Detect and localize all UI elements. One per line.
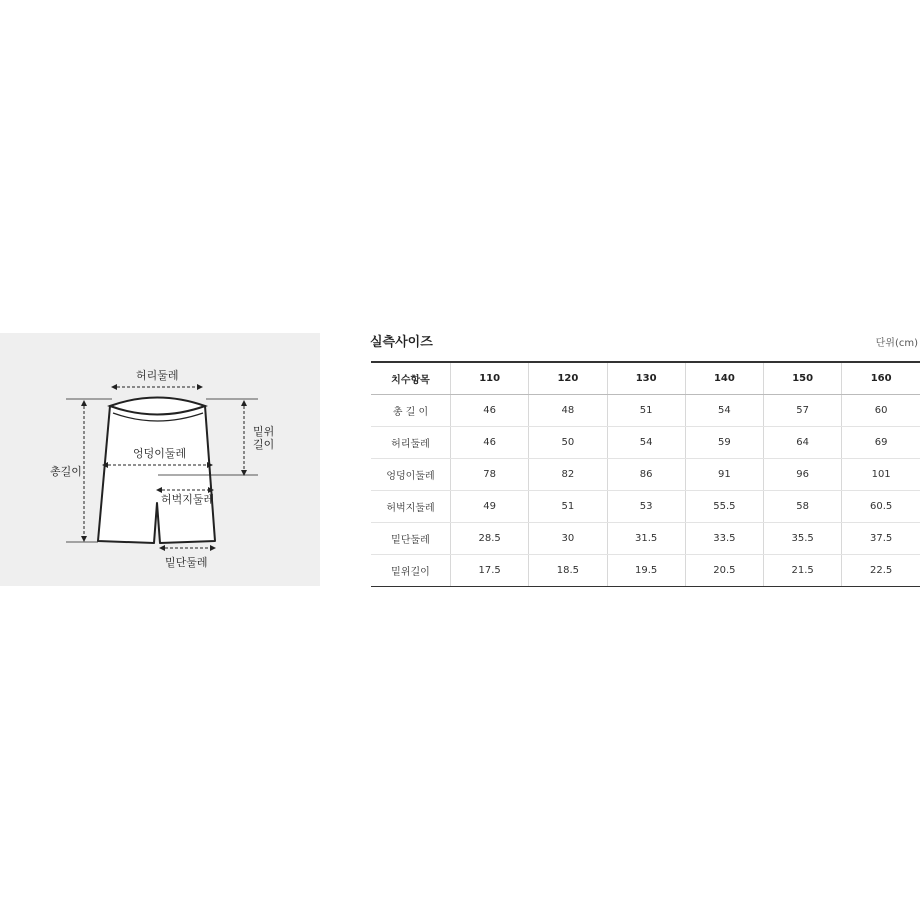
- table-cell: 17.5: [451, 555, 529, 587]
- table-cell: 50: [529, 427, 607, 459]
- table-cell: 37.5: [842, 523, 920, 555]
- table-cell: 49: [451, 491, 529, 523]
- row-label: 밑위길이: [371, 555, 451, 587]
- table-header-row: [371, 362, 920, 395]
- header-cell: 120: [529, 362, 607, 395]
- table-cell: 101: [842, 459, 920, 491]
- table-cell: 21.5: [764, 555, 842, 587]
- table-cell: 33.5: [685, 523, 763, 555]
- table-cell: 60.5: [842, 491, 920, 523]
- table-cell: 59: [685, 427, 763, 459]
- size-table: [371, 361, 920, 587]
- header-cell: 110: [451, 362, 529, 395]
- table-cell: 31.5: [607, 523, 685, 555]
- table-row: [371, 395, 920, 427]
- rise-label-line1: 밑위: [253, 425, 275, 438]
- table-cell: 57: [764, 395, 842, 427]
- hem-label: 밑단둘레: [165, 556, 208, 569]
- row-label: 밑단둘레: [371, 523, 451, 555]
- table-cell: 55.5: [685, 491, 763, 523]
- shorts-outline: [98, 406, 215, 543]
- table-cell: 35.5: [764, 523, 842, 555]
- table-row: [371, 555, 920, 587]
- waist-label: 허리둘레: [136, 369, 179, 382]
- unit-label: 단위(cm): [875, 338, 918, 349]
- table-row: [371, 459, 920, 491]
- row-label: 허리둘레: [371, 427, 451, 459]
- row-label: 총 길 이: [371, 395, 451, 427]
- rise-label-line2: 길이: [253, 438, 275, 451]
- table-cell: 46: [451, 427, 529, 459]
- table-row: [371, 491, 920, 523]
- table-cell: 86: [607, 459, 685, 491]
- table-row: [371, 523, 920, 555]
- thigh-label: 허벅지둘레: [161, 493, 215, 506]
- table-cell: 19.5: [607, 555, 685, 587]
- table-cell: 30: [529, 523, 607, 555]
- table-cell: 91: [685, 459, 763, 491]
- table-cell: 82: [529, 459, 607, 491]
- table-cell: 54: [607, 427, 685, 459]
- table-cell: 53: [607, 491, 685, 523]
- row-label: 엉덩이둘레: [371, 459, 451, 491]
- table-cell: 60: [842, 395, 920, 427]
- table-cell: 54: [685, 395, 763, 427]
- header-cell: 150: [764, 362, 842, 395]
- header-cell: 160: [842, 362, 920, 395]
- table-cell: 22.5: [842, 555, 920, 587]
- table-cell: 20.5: [685, 555, 763, 587]
- total-length-label: 총길이: [50, 465, 82, 478]
- hip-label: 엉덩이둘레: [133, 447, 187, 460]
- table-cell: 51: [607, 395, 685, 427]
- table-cell: 48: [529, 395, 607, 427]
- table-cell: 51: [529, 491, 607, 523]
- measurement-diagram: [0, 333, 320, 586]
- table-cell: 58: [764, 491, 842, 523]
- table-cell: 78: [451, 459, 529, 491]
- table-cell: 64: [764, 427, 842, 459]
- table-cell: 96: [764, 459, 842, 491]
- header-cell: 치수항목: [371, 362, 451, 395]
- table-cell: 69: [842, 427, 920, 459]
- header-cell: 130: [607, 362, 685, 395]
- table-cell: 28.5: [451, 523, 529, 555]
- table-cell: 18.5: [529, 555, 607, 587]
- header-cell: 140: [685, 362, 763, 395]
- row-label: 허벅지둘레: [371, 491, 451, 523]
- table-cell: 46: [451, 395, 529, 427]
- size-table-title: 실측사이즈: [370, 335, 433, 350]
- table-row: [371, 427, 920, 459]
